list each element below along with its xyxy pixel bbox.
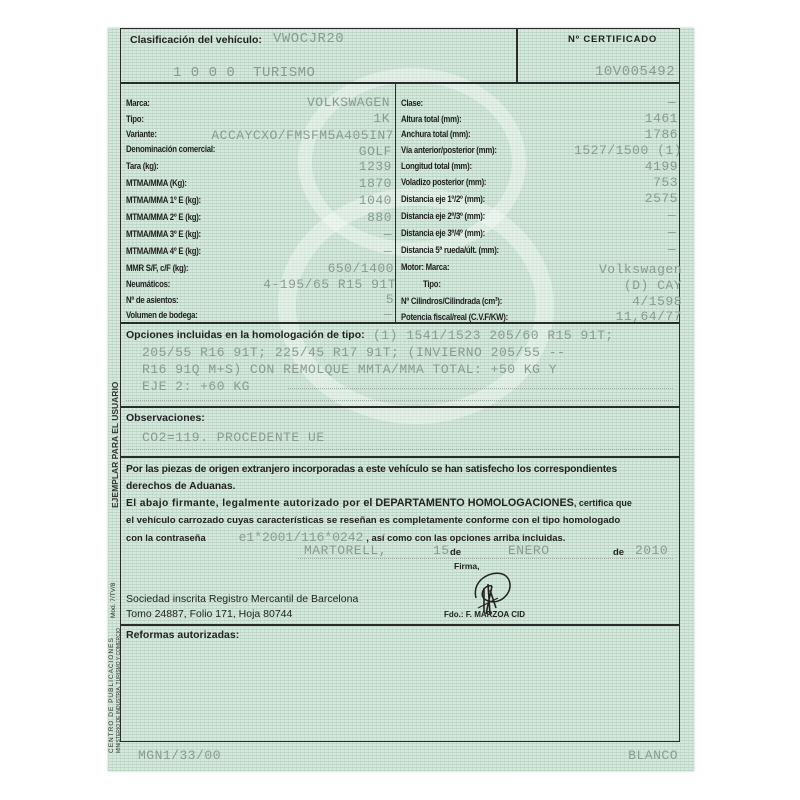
firmante-department: el DEPARTAMENTO HOMOLOGACIONES xyxy=(363,497,574,509)
field-value-variante: ACCAYCXO/FMSFM5A405IN7 xyxy=(211,128,394,143)
aduanas-line-2: derechos de Aduanas. xyxy=(126,481,236,492)
de-label-2: de xyxy=(613,547,625,558)
lugar-value: MARTORELL, xyxy=(304,543,388,558)
field-value-distancia-23: — xyxy=(667,208,676,223)
field-label-distancia-23: Distancia eje 2º/3º (mm): xyxy=(401,211,485,222)
centro-publicaciones-label: CENTRO DE PUBLICACIONES xyxy=(108,637,115,753)
field-value-altura: 1461 xyxy=(644,111,678,126)
fecha-fill-line xyxy=(298,558,673,559)
anio-value: 2010 xyxy=(635,543,669,558)
field-label-clase: Clase: xyxy=(401,98,423,109)
field-value-bodega: — xyxy=(383,307,392,322)
opciones-fill-line xyxy=(288,388,673,389)
classification-description: 1 0 0 0 TURISMO xyxy=(173,65,316,81)
field-value-tara: 1239 xyxy=(358,159,392,174)
firmante-line xyxy=(126,495,676,512)
field-value-mtma: 1870 xyxy=(358,176,392,191)
field-label-mtma-e2: MTMA/MMA 2º E (kg): xyxy=(126,212,201,223)
field-value-motor-tipo: (D) CAY xyxy=(623,278,682,293)
registro-line-2: Tomo 24887, Folio 171, Hoja 80744 xyxy=(126,608,293,620)
field-label-anchura: Anchura total (mm): xyxy=(401,129,471,140)
certificate-number-value: 10V005492 xyxy=(595,64,676,80)
vehicle-certificate-sheet xyxy=(108,28,694,771)
contrasena-label: con la contraseña xyxy=(126,532,206,543)
firma-label: Firma, xyxy=(454,561,480,571)
field-label-bodega: Volumen de bodega: xyxy=(126,310,198,321)
field-label-neumaticos: Neumáticos: xyxy=(126,279,171,290)
field-label-cilindros: Nº Cilindros/Cilindrada (cm³): xyxy=(401,296,503,307)
field-label-distancia-12: Distancia eje 1º/2º (mm): xyxy=(401,194,485,205)
field-label-mtma-e3: MTMA/MMA 3º E (kg): xyxy=(126,229,201,240)
opciones-line-1: (1) 1541/1523 205/60 R15 91T; xyxy=(373,328,614,343)
field-value-via: 1527/1500 (1) xyxy=(574,143,682,158)
opciones-label: Opciones incluidas en la homologación de tipo: xyxy=(126,329,365,341)
field-label-tipo: Tipo: xyxy=(126,114,144,125)
field-value-denominacion: GOLF xyxy=(358,144,392,159)
registro-line-1: Sociedad inscrita Registro Mercantil de Barcelona xyxy=(126,593,359,605)
classification-label: Clasificación del vehículo: xyxy=(130,34,262,46)
field-label-distancia-34: Distancia eje 3º/4º (mm): xyxy=(401,228,485,239)
field-value-mtma-e1: 1040 xyxy=(358,193,392,208)
field-value-mtma-e2: 880 xyxy=(367,210,392,225)
field-label-mtma-e4: MTMA/MMA 4º E (kg): xyxy=(126,246,201,257)
field-label-distancia-5r: Distancia 5ª rueda/últ. (mm): xyxy=(401,245,499,256)
contrasena-line xyxy=(126,529,676,547)
mes-value: ENERO xyxy=(508,543,550,558)
ministerio-label: MINISTERIO DE INDUSTRIA, TURISMO Y COMERCIO xyxy=(116,627,122,753)
field-value-tipo: 1K xyxy=(373,111,390,126)
field-label-motor-tipo: Tipo: xyxy=(423,279,441,290)
certificate-number-label: Nº CERTIFICADO xyxy=(568,34,658,45)
technical-data-box xyxy=(120,82,680,324)
field-value-cilindros: 4/1598 xyxy=(632,294,682,309)
field-label-motor-marca: Motor: Marca: xyxy=(401,262,450,273)
field-label-mmr: MMR S/F, c/F (kg): xyxy=(126,263,189,274)
field-value-motor-marca: Volkswagen xyxy=(598,262,682,277)
opciones-line-4: EJE 2: +60 KG xyxy=(142,379,250,394)
field-label-mtma: MTMA/MMA (Kg): xyxy=(126,178,187,189)
firmante-pre: El abajo firmante, legalmente autorizado por xyxy=(126,498,361,509)
field-value-voladizo: 753 xyxy=(653,175,678,190)
observaciones-fill-line xyxy=(126,449,673,450)
opciones-line-2: 205/55 R16 91T; 225/45 R17 91T; (INVIERNO 205/55 -- xyxy=(142,345,566,360)
field-label-mtma-e1: MTMA/MMA 1º E (kg): xyxy=(126,195,201,206)
field-label-denominacion: Denominación comercial: xyxy=(126,144,216,155)
reformas-box xyxy=(120,624,680,742)
field-value-clase: — xyxy=(667,95,676,110)
field-value-distancia-5r: — xyxy=(667,242,676,257)
firmante-post: , certifica que xyxy=(573,498,632,508)
field-value-mtma-e4: — xyxy=(383,244,392,259)
opciones-fill-line-2 xyxy=(126,400,673,401)
modelo-label: Mod. 7/TV/8 xyxy=(110,582,117,618)
field-label-via: Vía anterior/posterior (mm): xyxy=(401,145,497,156)
field-label-asientos: Nº de asientos: xyxy=(126,295,179,306)
field-value-distancia-12: 2575 xyxy=(644,191,678,206)
firmado-por: Fdo.: F. MARZOA CID xyxy=(444,610,526,619)
observaciones-label: Observaciones: xyxy=(126,412,205,424)
de-label-1: de xyxy=(450,547,462,558)
opciones-line-3: R16 91Q M+S) CON REMOLQUE MMTA/MMA TOTAL: +50 KG Y xyxy=(142,362,558,377)
observaciones-value: CO2=119. PROCEDENTE UE xyxy=(142,430,325,445)
field-value-mtma-e3: — xyxy=(383,227,392,242)
footer-form-code: MGN1/33/00 xyxy=(138,748,222,763)
footer-color: BLANCO xyxy=(628,748,678,763)
dia-value: 15 xyxy=(433,543,450,558)
certification-text xyxy=(126,461,676,547)
field-label-tara: Tara (kg): xyxy=(126,161,159,172)
field-value-anchura: 1786 xyxy=(644,127,678,142)
ejemplar-side-label: EJEMPLAR PARA EL USUARIO xyxy=(110,381,120,508)
field-label-potencia: Potencia fiscal/real (C.V.F/KW): xyxy=(401,312,508,323)
field-label-altura: Altura total (mm): xyxy=(401,114,462,125)
field-label-longitud: Longitud total (mm): xyxy=(401,161,472,172)
field-value-potencia: 11,64/77 xyxy=(615,309,682,324)
field-value-marca: VOLKSWAGEN xyxy=(306,95,390,110)
field-label-variante: Variante: xyxy=(126,129,157,140)
field-label-voladizo: Voladizo posterior (mm): xyxy=(401,177,487,188)
field-label-marca: Marca: xyxy=(126,98,150,109)
field-value-mmr: 650/1400 xyxy=(327,261,394,276)
field-value-asientos: 5 xyxy=(385,292,394,307)
conforme-line: el vehículo carrozado cuyas características se reseñan es completamente conforme con el tipo homologado xyxy=(126,515,621,526)
reformas-label: Reformas autorizadas: xyxy=(126,629,240,641)
contrasena-post: , así como con las opciones arriba incluidas. xyxy=(366,532,566,543)
field-value-neumaticos: 4-195/65 R15 91T xyxy=(263,277,396,292)
classification-code: VWOCJR20 xyxy=(273,31,345,47)
contrasena-value: e1*2001/116*0242 xyxy=(238,530,364,545)
field-value-distancia-34: — xyxy=(667,225,676,240)
field-value-longitud: 4199 xyxy=(644,159,678,174)
aduanas-line-1: Por las piezas de origen extranjero incorporadas a este vehículo se han satisfecho los correspondientes xyxy=(126,464,617,475)
